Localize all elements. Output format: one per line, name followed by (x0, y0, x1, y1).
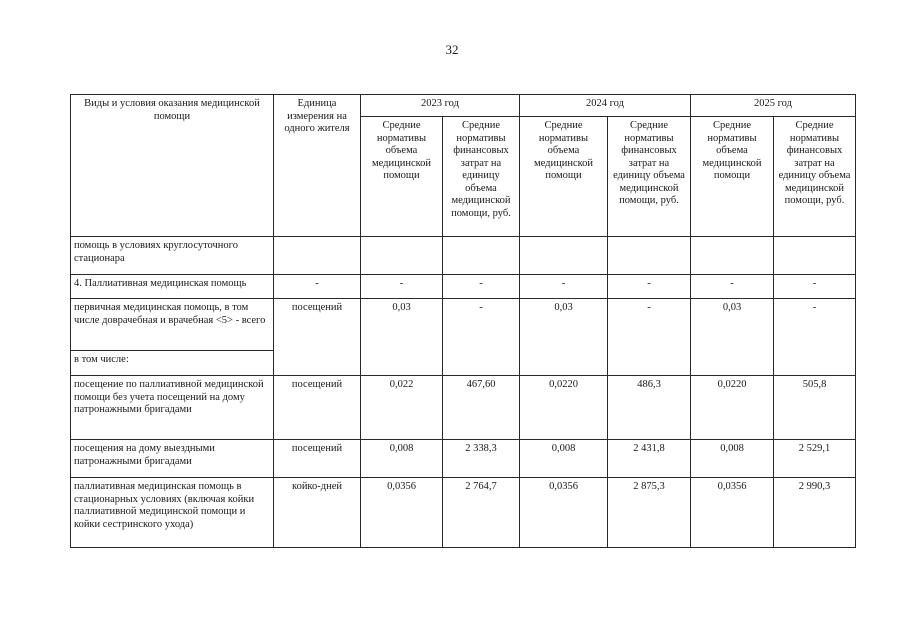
table-row (71, 440, 856, 478)
table-row (71, 237, 856, 275)
header-year-2023: 2023 год (361, 95, 520, 117)
cell-value: - (608, 275, 691, 299)
row-kind: первичная медицинская помощь, в том числе доврачебная и врачебная <5> - всего (71, 299, 274, 351)
row-kind: посещение по паллиативной медицинской помощи без учета посещений на дому патронажными бригадами (71, 376, 274, 440)
row-unit: - (274, 275, 361, 299)
cell-value: 505,8 (774, 376, 856, 440)
cell-value: 2 529,1 (774, 440, 856, 478)
cell-value: 0,0356 (691, 478, 774, 548)
cell-value: 0,022 (361, 376, 443, 440)
cell-value: 2 875,3 (608, 478, 691, 548)
sub-cost-2024: Средние нормативы финансовых затрат на единицу объема медицинской помощи, руб. (608, 117, 691, 237)
cell-value: - (774, 275, 856, 299)
cell-value: 0,0356 (361, 478, 443, 548)
cell-value: 467,60 (443, 376, 520, 440)
cell-value: 0,0356 (520, 478, 608, 548)
sub-volume-2023: Средние нормативы объема медицинской помощи (361, 117, 443, 237)
cell-value: 0,03 (691, 299, 774, 376)
row-kind: 4. Паллиативная медицинская помощь (71, 275, 274, 299)
row-unit: посещений (274, 440, 361, 478)
table-row (71, 275, 856, 299)
cell-value: - (608, 299, 691, 376)
cell-value: 2 764,7 (443, 478, 520, 548)
row-kind: посещения на дому выездными патронажными бригадами (71, 440, 274, 478)
row-unit: посещений (274, 299, 361, 376)
cell-value: - (774, 299, 856, 376)
row-unit: койко-дней (274, 478, 361, 548)
cell-value: - (443, 299, 520, 376)
cell-value: 0,03 (361, 299, 443, 376)
cell-value: 2 431,8 (608, 440, 691, 478)
cell-value: 0,0220 (691, 376, 774, 440)
cell-value: - (520, 275, 608, 299)
header-kind: Виды и условия оказания медицинской помощи (71, 95, 274, 237)
norms-table (70, 94, 856, 548)
header-unit: Единица измерения на одного жителя (274, 95, 361, 237)
cell-value: 0,0220 (520, 376, 608, 440)
row-kind: в том числе: (71, 351, 274, 376)
table-row (71, 478, 856, 548)
page-number: 32 (445, 42, 459, 57)
header-year-2025: 2025 год (691, 95, 856, 117)
sub-volume-2024: Средние нормативы объема медицинской помощи (520, 117, 608, 237)
header-year-2024: 2024 год (520, 95, 691, 117)
cell-value: 0,008 (361, 440, 443, 478)
sub-cost-2025: Средние нормативы финансовых затрат на единицу объема медицинской помощи, руб. (774, 117, 856, 237)
sub-volume-2025: Средние нормативы объема медицинской помощи (691, 117, 774, 237)
cell-value: 0,008 (520, 440, 608, 478)
table-row (71, 299, 856, 351)
cell-value: 0,03 (520, 299, 608, 376)
cell-value: - (361, 275, 443, 299)
cell-value: 0,008 (691, 440, 774, 478)
cell-value: 2 990,3 (774, 478, 856, 548)
row-kind: паллиативная медицинская помощь в стационарных условиях (включая койки паллиативной медицинской помощи и койки сестринского ухода) (71, 478, 274, 548)
cell-value: 486,3 (608, 376, 691, 440)
cell-value: - (443, 275, 520, 299)
cell-value: 2 338,3 (443, 440, 520, 478)
cell-value: - (691, 275, 774, 299)
sub-cost-2023: Средние нормативы финансовых затрат на единицу объема медицинской помощи, руб. (443, 117, 520, 237)
row-kind: помощь в условиях круглосуточного стационара (71, 237, 274, 275)
row-unit: посещений (274, 376, 361, 440)
table-row (71, 376, 856, 440)
